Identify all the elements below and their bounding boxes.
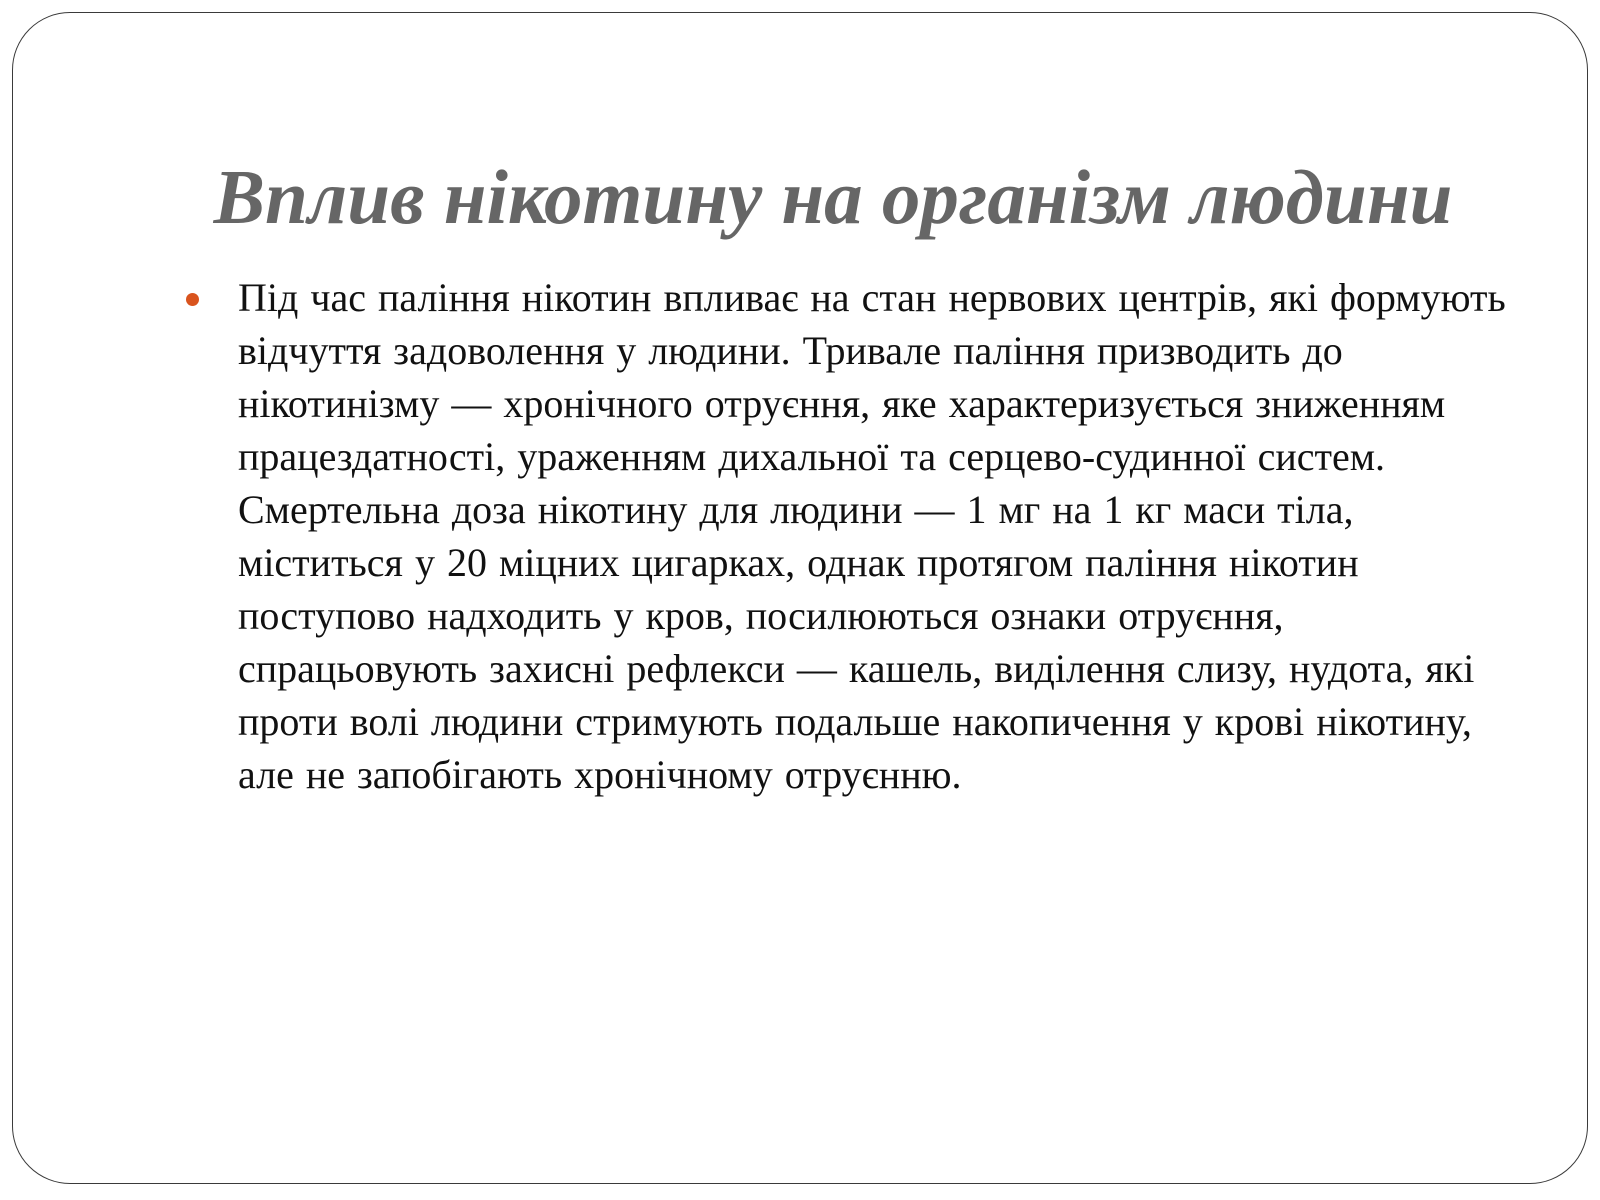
slide-content	[186, 271, 1516, 801]
bullet-text: Під час паління нікотин впливає на стан нервових центрів, які формують відчуття задоволення у людини. Тривале паління призводить до нікотинізму — хронічного отруєння, яке характеризується зниженням працездатності, ураженням дихальної та серцево-судинної систем. Смертельна доза нікотину для людини — 1 мг на 1 кг маси тіла, міститься у 20 міцних цигарках, однак протягом паління нікотин поступово надходить у кров, посилюються ознаки отруєння, спрацьовують захисні рефлекси — кашель, виділення слизу, нудота, які проти волі людини стримують подальше накопичення у крові нікотину, але не запобігають хронічному отруєнню.	[238, 275, 1506, 797]
slide-frame	[12, 12, 1588, 1184]
bullet-dot-icon	[186, 293, 199, 306]
bullet-item	[186, 271, 1516, 801]
slide-title: Вплив нікотину на організм людини	[213, 154, 1453, 240]
